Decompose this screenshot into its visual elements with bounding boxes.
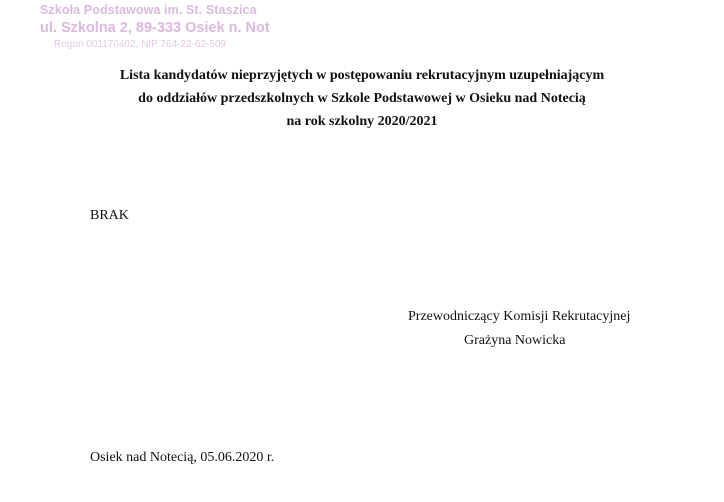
candidate-list-content: BRAK: [90, 208, 129, 223]
signature-block: [408, 305, 668, 353]
title-line-2: do oddziałów przedszkolnych w Szkole Podstawowej w Osieku nad Notecią: [138, 91, 586, 106]
signature-name: Grażyna Nowicka: [464, 333, 566, 348]
stamp-school-name: Szkoła Podstawowa im. St. Staszica: [40, 3, 257, 17]
stamp-address: ul. Szkolna 2, 89-333 Osiek n. Not: [40, 20, 270, 36]
title-line-3: na rok szkolny 2020/2021: [286, 114, 438, 129]
stamp-registration: Regon 001170402, NIP 764-22-62-509: [54, 39, 226, 50]
signature-role: Przewodniczący Komisji Rekrutacyjnej: [408, 309, 631, 324]
document-title: [0, 64, 724, 133]
place-and-date: Osiek nad Notecią, 05.06.2020 r.: [90, 450, 275, 465]
title-line-1: Lista kandydatów nieprzyjętych w postępowaniu rekrutacyjnym uzupełniającym: [119, 68, 605, 83]
